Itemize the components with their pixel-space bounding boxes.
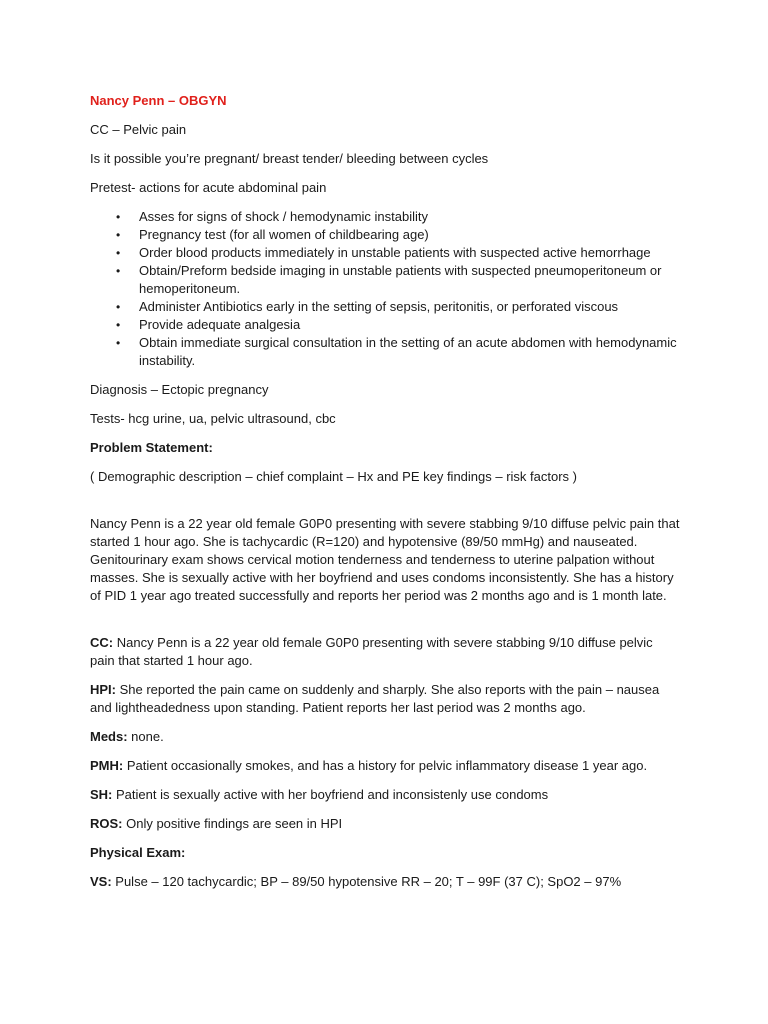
chief-complaint-line: CC – Pelvic pain — [90, 122, 187, 137]
list-item-text: Obtain/Preform bedside imaging in unstable patients with suspected pneumoperitoneum or hemoperitoneum. — [139, 263, 662, 296]
list-item — [90, 316, 680, 334]
list-item-text: Obtain immediate surgical consultation in the setting of an acute abdomen with hemodynamic instability. — [139, 335, 677, 368]
list-item-text: Asses for signs of shock / hemodynamic instability — [139, 209, 429, 224]
diagnosis-line: Diagnosis – Ectopic pregnancy — [90, 382, 269, 397]
blank-line — [90, 497, 680, 515]
sh-text: Patient is sexually active with her boyfriend and inconsistenly use condoms — [112, 787, 549, 802]
pmh-section — [90, 757, 680, 775]
list-item — [90, 262, 680, 298]
hpi-text: She reported the pain came on suddenly and sharply. She also reports with the pain – nausea and lightheadedness upon standing. Patient reports her last period was 2 months ago. — [90, 682, 660, 715]
pretest-line: Pretest- actions for acute abdominal pain — [90, 180, 327, 195]
pretest-actions-list — [90, 208, 680, 370]
list-item — [90, 244, 680, 262]
bullet-icon: • — [116, 228, 121, 242]
bullet-icon: • — [116, 246, 121, 260]
screening-question-line: Is it possible you’re pregnant/ breast tender/ bleeding between cycles — [90, 151, 489, 166]
meds-label: Meds: — [90, 729, 128, 744]
bullet-icon: • — [116, 336, 121, 350]
cc-label: CC: — [90, 635, 114, 650]
meds-section — [90, 728, 680, 746]
list-item — [90, 334, 680, 370]
pmh-label: PMH: — [90, 758, 124, 773]
list-item-text: Order blood products immediately in unstable patients with suspected active hemorrhage — [139, 245, 651, 260]
problem-statement-heading: Problem Statement: — [90, 440, 213, 455]
list-item — [90, 208, 680, 226]
list-item-text: Pregnancy test (for all women of childbearing age) — [139, 227, 429, 242]
ros-label: ROS: — [90, 816, 123, 831]
vs-label: VS: — [90, 874, 112, 889]
cc-text: Nancy Penn is a 22 year old female G0P0 presenting with severe stabbing 9/10 diffuse pelvic pain that started 1 hour ago. — [90, 635, 653, 668]
problem-statement-text: Nancy Penn is a 22 year old female G0P0 presenting with severe stabbing 9/10 diffuse pelvic pain that started 1 hour ago. She is tachycardic (R=120) and hypotensive (89/50 mmHg) and nauseated. Genitourinary exam shows cervical motion tenderness and tenderness to uterine palpation without masses. She is sexually active with her boyfriend and uses condoms inconsistently. She has a history of PID 1 year ago treated successfully and reports her period was 2 months ago and is 1 month late. — [90, 516, 680, 603]
vs-text: Pulse – 120 tachycardic; BP – 89/50 hypotensive RR – 20; T – 99F (37 C); SpO2 – 97% — [111, 874, 622, 889]
physical-exam-heading: Physical Exam: — [90, 845, 186, 860]
sh-label: SH: — [90, 787, 113, 802]
bullet-icon: • — [116, 264, 121, 278]
ros-section — [90, 815, 680, 833]
ros-text: Only positive findings are seen in HPI — [122, 816, 343, 831]
hpi-label: HPI: — [90, 682, 116, 697]
vital-signs-section — [90, 873, 680, 891]
tests-line: Tests- hcg urine, ua, pelvic ultrasound, cbc — [90, 411, 336, 426]
hpi-section — [90, 681, 680, 717]
cc-section — [90, 634, 680, 670]
list-item-text: Administer Antibiotics early in the setting of sepsis, peritonitis, or perforated viscous — [139, 299, 619, 314]
document-title: Nancy Penn – OBGYN — [90, 93, 227, 108]
problem-statement-format: ( Demographic description – chief complaint – Hx and PE key findings – risk factors ) — [90, 469, 577, 484]
bullet-icon: • — [116, 300, 121, 314]
bullet-icon: • — [116, 318, 121, 332]
list-item — [90, 226, 680, 244]
list-item — [90, 298, 680, 316]
list-item-text: Provide adequate analgesia — [139, 317, 301, 332]
pmh-text: Patient occasionally smokes, and has a history for pelvic inflammatory disease 1 year ago. — [123, 758, 648, 773]
blank-line — [90, 616, 680, 634]
sh-section — [90, 786, 680, 804]
document-page — [90, 92, 680, 902]
bullet-icon: • — [116, 210, 121, 224]
meds-text: none. — [127, 729, 164, 744]
